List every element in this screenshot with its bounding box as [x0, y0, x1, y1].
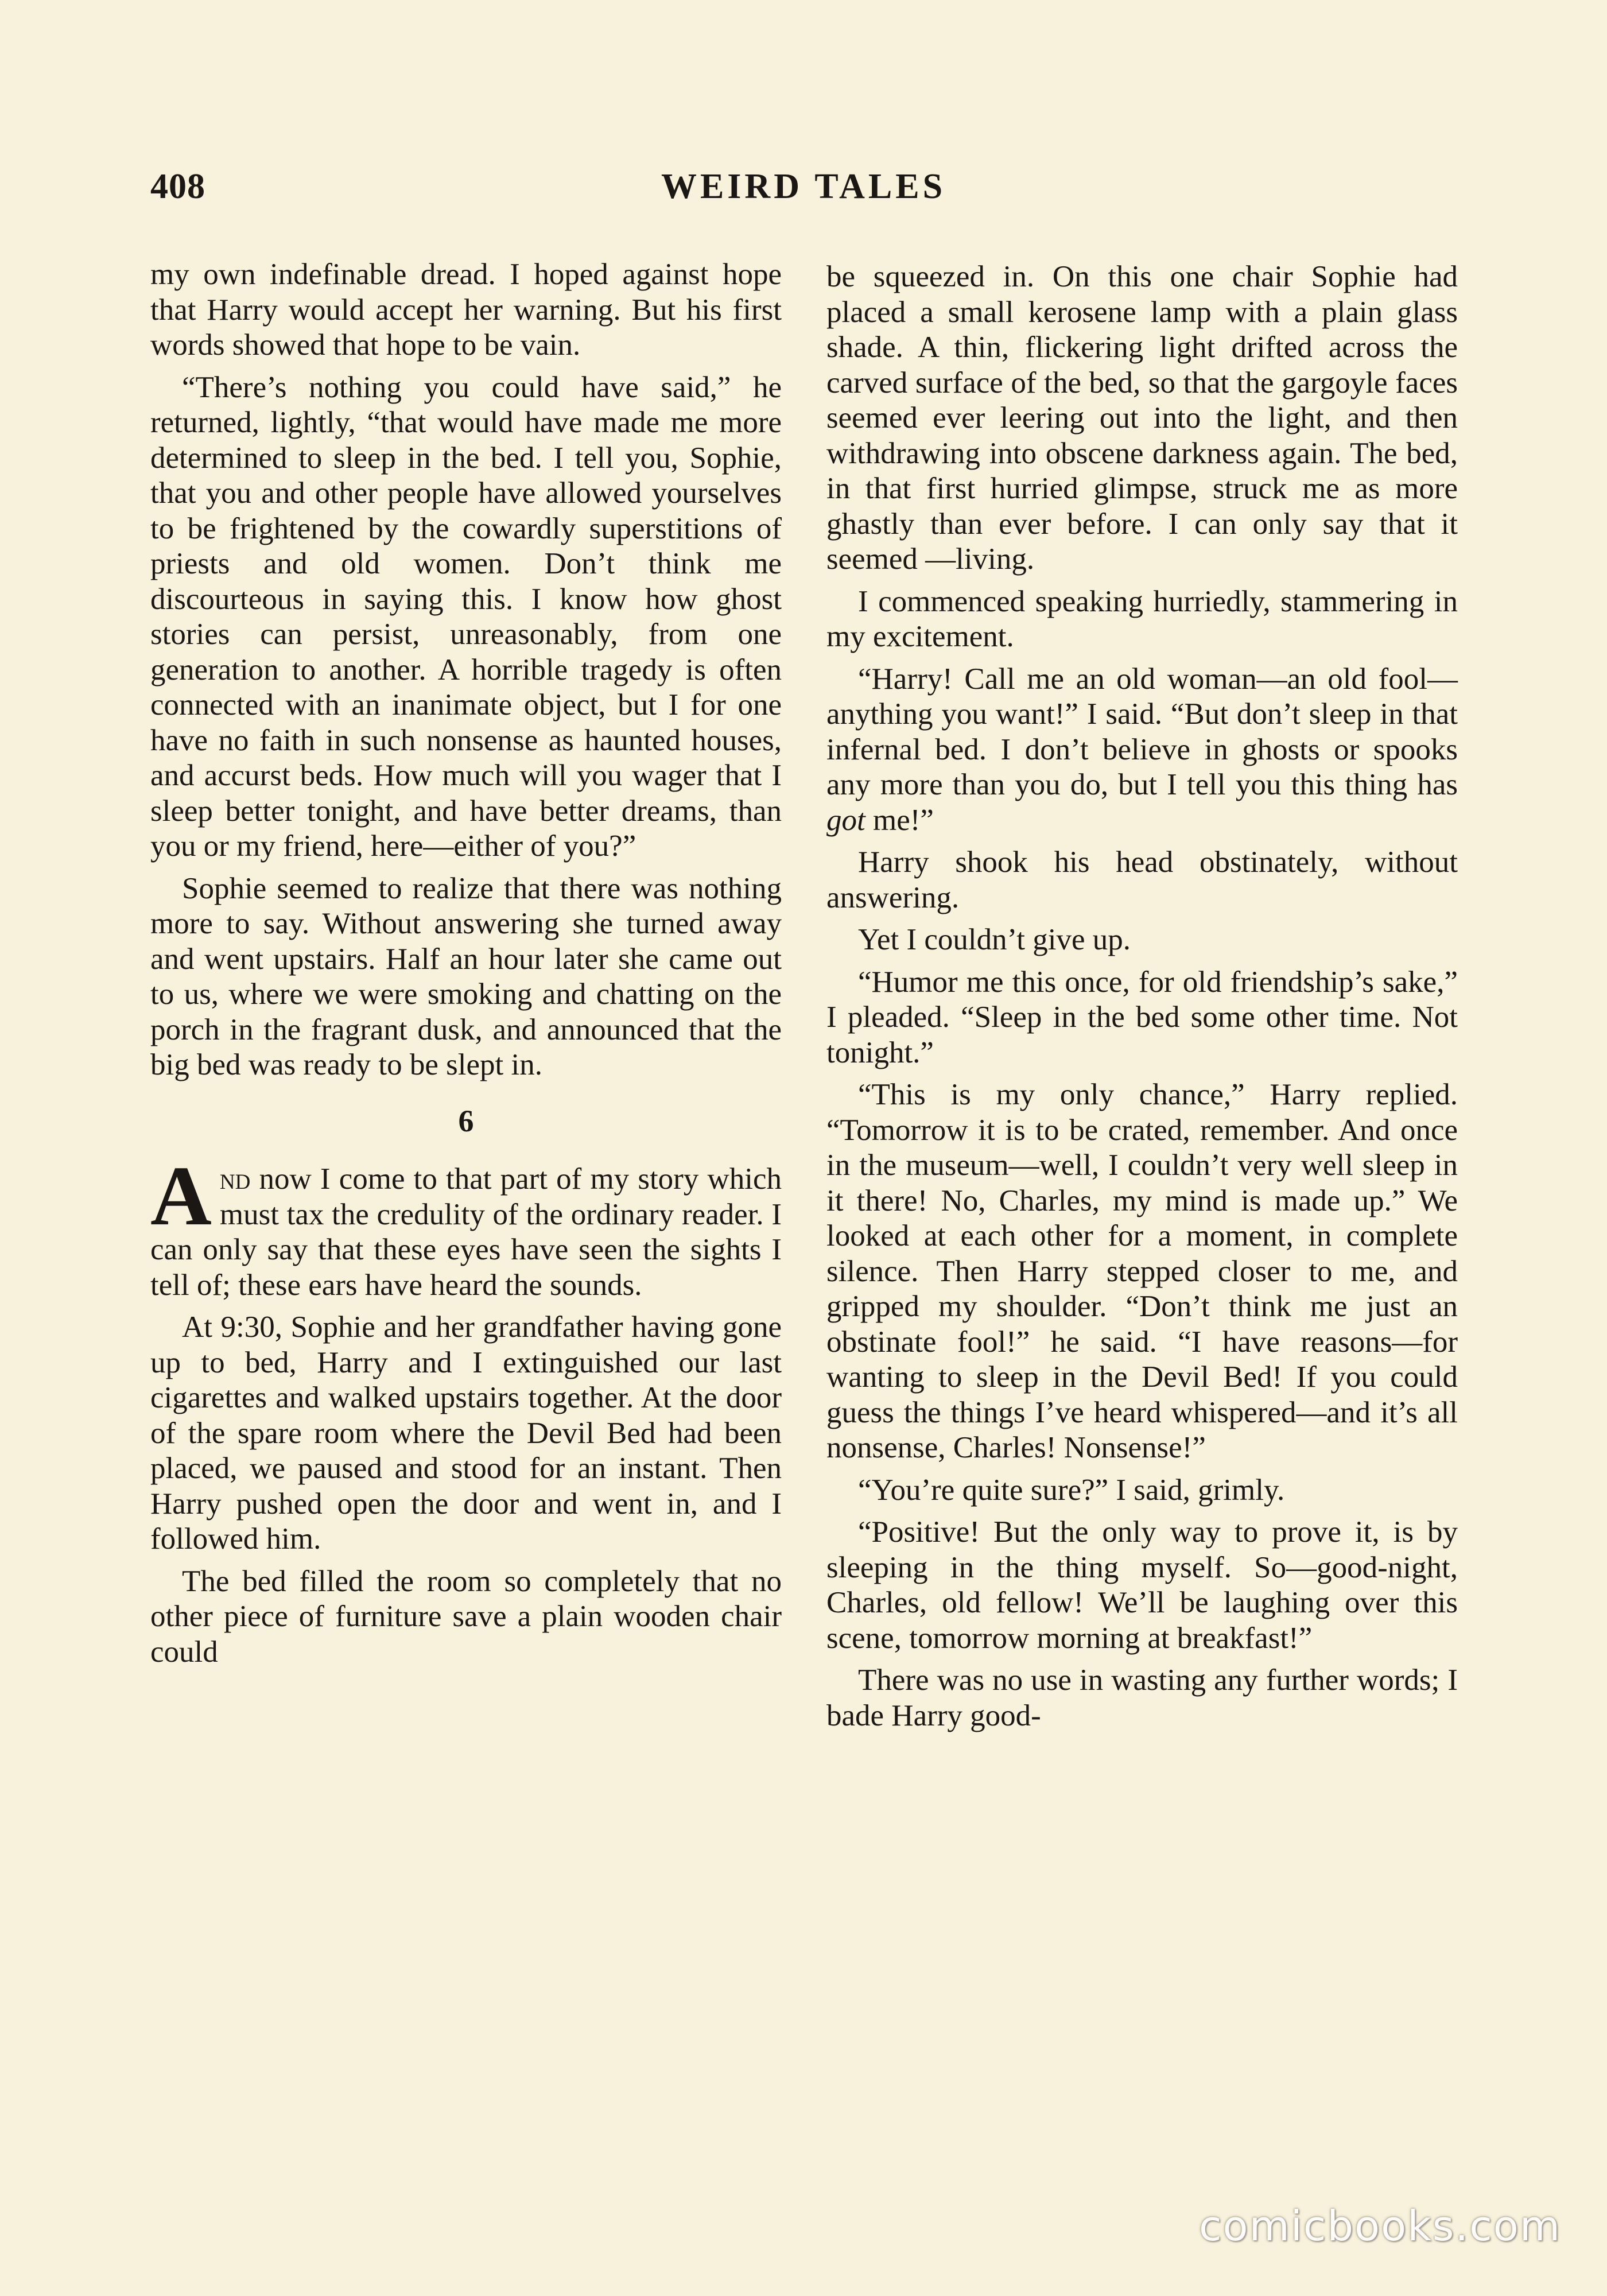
paragraph: “This is my only chance,” Harry replied. “Tomorrow it is to be crated, remember. And once in the museum—well, I couldn’t very well sleep in it there! No, Charles, my mind is made up.” We looked at each other for a moment, in complete silence. Then Harry stepped closer to me, and gripped my shoulder. “Don’t think me just an obstinate fool!” he said. “I have reasons—for wanting to sleep in the Devil Bed! If you could guess the things I’ve heard whispered—and it’s all nonsense, Charles! Nonsense!” — [826, 1078, 1458, 1464]
left-column — [150, 257, 782, 1677]
watermark-logo: comicbooks.com — [1198, 2202, 1561, 2250]
paragraph: At 9:30, Sophie and her grandfather having gone up to bed, Harry and I extinguished our last cigarettes and walked upstairs together. At the door of the spare room where the Devil Bed had been placed, we paused and stood for an instant. Then Harry pushed open the door and went in, and I followed him. — [150, 1310, 782, 1556]
paragraph: “There’s nothing you could have said,” he returned, lightly, “that would have made me more determined to sleep in the bed. I tell you, Sophie, that you and other people have allowed yourselves to be frightened by the cowardly superstitions of priests and old women. Don’t think me discourteous in saying this. I know how ghost stories can persist, unreasonably, from one generation to another. A horrible tragedy is often connected with an inanimate object, but I for one have no faith in such nonsense as haunted houses, and accurst beds. How much will you wager that I sleep better tonight, and have better dreams, than you or my friend, here—either of you?” — [150, 370, 782, 863]
paragraph: “Positive! But the only way to prove it, is by sleeping in the thing myself. So—good-night, Charles, old fellow! We’ll be laughing over this scene, tomorrow morning at breakfast!” — [826, 1515, 1458, 1655]
paragraph: Sophie seemed to realize that there was nothing more to say. Without answering she turned away and went upstairs. Half an hour later she came out to us, where we were smoking and chatting on the porch in the fragrant dusk, and announced that the big bed was ready to be slept in. — [150, 871, 782, 1081]
drop-cap: A — [150, 1149, 212, 1243]
emphasis-text: got — [826, 803, 865, 837]
paragraph-text: me!” — [865, 803, 934, 837]
paragraph-text: now I come to that part of my story which must tax the credulity of the ordinary reader. I can only say that these eyes have seen the sights I tell of; these ears have heard the sounds. — [150, 1162, 782, 1302]
paragraph: “Humor me this once, for old friendship’s sake,” I pleaded. “Sleep in the bed some other time. Not tonight.” — [826, 965, 1458, 1069]
paragraph: The bed filled the room so completely that no other piece of furniture save a plain wooden chair could — [150, 1564, 782, 1669]
paragraph: Harry shook his head obstinately, without answering. — [826, 846, 1458, 914]
paragraph: “You’re quite sure?” I said, grimly. — [858, 1473, 1285, 1507]
small-caps-lead: nd — [219, 1162, 251, 1196]
paragraph-text: “Harry! Call me an old woman—an old fool—anything you want!” I said. “But don’t sleep in that infernal bed. I don’t believe in ghosts or spooks any more than you do, but I tell you this thing has — [826, 662, 1458, 801]
paragraph: my own indefinable dread. I hoped against hope that Harry would accept her warning. But his first words showed that hope to be vain. — [150, 258, 782, 362]
right-column — [826, 259, 1458, 1740]
paragraph-drop-cap — [150, 1149, 782, 1303]
paragraph: be squeezed in. On this one chair Sophie had placed a small kerosene lamp with a plain glass shade. A thin, flickering light drifted across the carved surface of the bed, so that the gargoyle faces seemed ever leering out into the light, and then withdrawing into obscene darkness again. The bed, in that first hurried glimpse, struck me as more ghastly than ever before. I can only say that it seemed —living. — [826, 260, 1458, 576]
section-number: 6 — [458, 1103, 474, 1138]
running-head: WEIRD TALES — [661, 167, 946, 206]
page-number: 408 — [150, 167, 205, 206]
paragraph: I commenced speaking hurriedly, stammering in my excitement. — [826, 584, 1458, 653]
paragraph — [826, 662, 1458, 839]
paragraph: There was no use in wasting any further words; I bade Harry good- — [826, 1663, 1458, 1732]
paragraph: Yet I couldn’t give up. — [858, 923, 1131, 956]
